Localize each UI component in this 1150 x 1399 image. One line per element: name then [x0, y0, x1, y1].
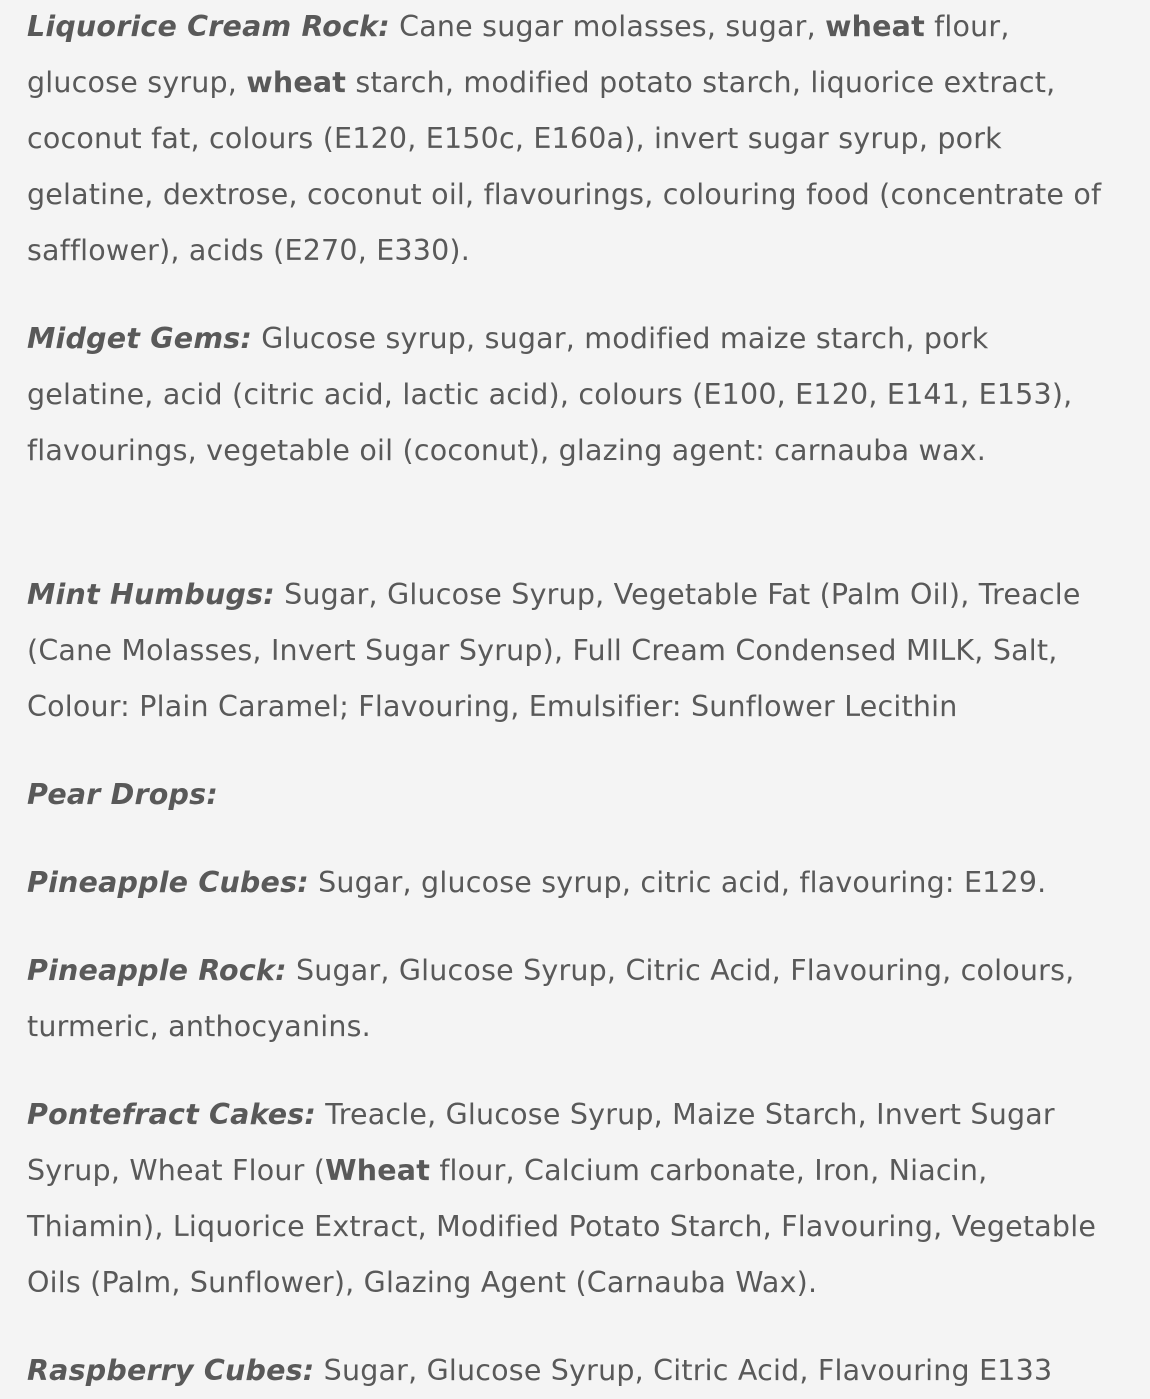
product-name: Raspberry Cubes:: [27, 1354, 315, 1387]
ingredient-entry-pontefract-cakes: [27, 1087, 1122, 1311]
ingredient-entry-liquorice-cream-rock: [27, 0, 1122, 279]
ingredient-entry-midget-gems: [27, 311, 1122, 479]
ingredient-entry-pineapple-rock: [27, 943, 1122, 1055]
ingredient-text: Sugar, glucose syrup, citric acid, flavouring: E129.: [308, 866, 1047, 899]
ingredient-entry-pear-drops: [27, 767, 1122, 823]
allergen-text: wheat: [825, 10, 925, 43]
ingredient-text: flour, Calcium carbonate, Iron, Niacin, Thiamin), Liquorice Extract, Modified Potato Starch, Flavouring, Vegetable Oils (Palm, Sunflower), Glazing Agent (Carnauba Wax).: [27, 1154, 1097, 1299]
ingredient-text: Sugar, Glucose Syrup, Citric Acid, Flavouring, colours, turmeric, anthocyanins.: [27, 954, 1075, 1043]
ingredient-text: starch, modified potato starch, liquorice extract, coconut fat, colours (E120, E150c, E160a), invert sugar syrup, pork gelatine, dextrose, coconut oil, flavourings, colouring food (concentrate of safflower), acids (E270, E330).: [27, 66, 1102, 267]
product-name: Midget Gems:: [27, 322, 252, 355]
allergen-text: Wheat: [325, 1154, 431, 1187]
ingredient-text: Cane sugar molasses, sugar,: [389, 10, 826, 43]
product-name: Liquorice Cream Rock:: [27, 10, 390, 43]
ingredient-text: Sugar, Glucose Syrup, Vegetable Fat (Palm Oil), Treacle (Cane Molasses, Invert Sugar Syrup), Full Cream Condensed MILK, Salt, Colour: Plain Caramel; Flavouring, Emulsifier: Sunflower Lecithin: [27, 578, 1081, 723]
ingredient-entry-raspberry-cubes: [27, 1343, 1122, 1399]
product-name: Pontefract Cakes:: [27, 1098, 317, 1131]
product-name: Pineapple Rock:: [27, 954, 287, 987]
ingredient-entry-mint-humbugs: [27, 567, 1122, 735]
ingredient-text: flour, glucose syrup,: [27, 10, 1010, 99]
ingredient-text: Sugar, Glucose Syrup, Citric Acid, Flavouring E133: [314, 1354, 1053, 1387]
ingredient-entry-pineapple-cubes: [27, 855, 1122, 911]
product-name: Mint Humbugs:: [27, 578, 275, 611]
allergen-text: wheat: [246, 66, 347, 99]
ingredient-text: Treacle, Glucose Syrup, Maize Starch, Invert Sugar Syrup, Wheat Flour (: [27, 1098, 1055, 1187]
product-name: Pear Drops:: [27, 778, 218, 811]
product-name: Pineapple Cubes:: [27, 866, 309, 899]
ingredient-text: Glucose syrup, sugar, modified maize starch, pork gelatine, acid (citric acid, lactic acid), colours (E100, E120, E141, E153), flavourings, vegetable oil (coconut), glazing agent: carnauba wax.: [27, 322, 1073, 467]
